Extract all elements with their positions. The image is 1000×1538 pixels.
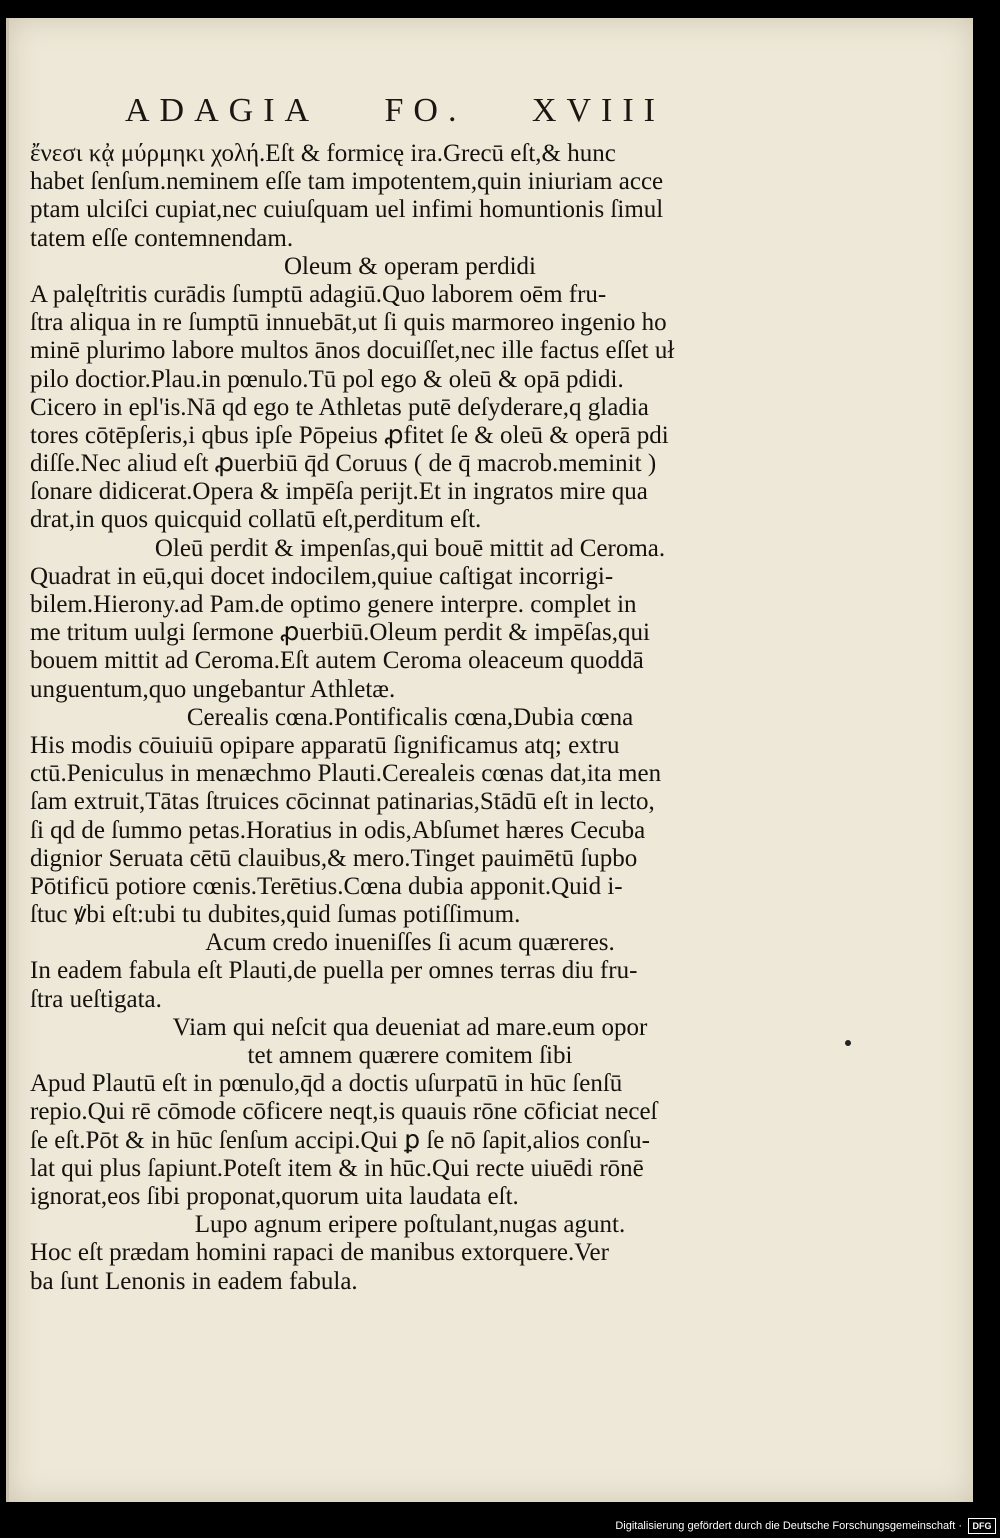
text-line: drat,in quos quicquid collatū eſt,perditum eſt. [30,506,482,534]
text-line: bilem.Hierony.ad Pam.de optimo genere interpre. complet in [30,591,637,618]
text-line: ptam ulciſci cupiat,nec cuiuſquam uel infimi homuntionis ſimul [30,196,664,224]
text-line: ſi qd de ſummo petas.Horatius in odis,Abſumet hæres Cecuba [30,816,646,844]
adage-heading: Viam qui neſcit qua deueniat ad mare.eum opor [172,1013,648,1041]
adage-heading: Oleū perdit & impenſas,qui bouē mittit ad Ceroma. [154,534,666,562]
footer-credit-text: Digitalisierung gefördert durch die Deutsche Forschungsgemeinschaft · [615,1520,962,1532]
text-line: Pōtificū potiore cœnis.Terētius.Cœna dubia apponit.Quid i- [30,872,623,900]
adage-heading: Lupo agnum eripere poſtulant,nugas agunt. [194,1211,626,1239]
text-line: pilo doctior.Plau.in pœnulo.Tū pol ego & oleū & opā pdidi. [30,365,624,393]
dfg-logo: DFG [968,1518,996,1534]
text-line: ſe eſt.Pōt & in hūc ſenſum accipi.Qui ꝑ ſe nō ſapit,alios conſu- [30,1126,650,1154]
adage-heading: Acum credo inueniſſes ſi acum quæreres. [205,929,615,957]
footer-credit [615,1514,1000,1538]
text-line: ba ſunt Lenonis in eadem fabula. [30,1267,358,1295]
text-line: ſonare didicerat.Opera & impēſa perijt.Et in ingratos mire qua [30,478,648,506]
header-folio-number: XVIII [531,92,665,129]
header-folio-label: FO. [384,92,467,129]
text-line: habet ſenſum.neminem eſſe tam impotentem,quin iniuriam acce [30,168,664,196]
text-line: Cicero in epl'is.Nā qd ego te Athletas putē deſyderare,q gladia [30,393,649,421]
text-line: diſſe.Nec aliud eſt ꝓuerbiū q̄d Coruus ( de q̄ macrob.meminit ) [30,450,657,478]
text-line: bouem mittit ad Ceroma.Eſt autem Ceroma oleaceum quoddā [30,647,644,675]
text-line: ſtuc ꝟbi eſt:ubi tu dubites,quid ſumas potiſſimum. [30,901,521,929]
text-line: ſam extruit,Tātas ſtruices cōcinnat patinarias,Stādū eſt in lecto, [30,788,655,816]
text-line: ſtra ueſtigata. [30,985,162,1013]
ink-speck [845,1040,851,1046]
text-line: me tritum uulgi ſermone ꝓuerbiū.Oleum perdit & impēſas,qui [30,619,650,647]
text-line: repio.Qui rē cōmode cōficere neqt,is quauis rōne cōficiat neceſ [30,1098,658,1126]
text-line: In eadem fabula eſt Plauti,de puella per omnes terras diu fru- [30,957,638,985]
text-line: Hoc eſt prædam homini rapaci de manibus extorquere.Ver [30,1239,609,1267]
text-line: unguentum,quo ungebantur Athletæ. [30,675,396,703]
text-line: Apud Plautū eſt in pœnulo,q̄d a doctis uſurpatū in hūc ſenſū [30,1070,623,1098]
running-header [125,92,665,130]
text-line: tatem eſſe contemnendam. [30,224,294,252]
text-line: ſtra aliqua in re ſumptū innuebāt,ut ſi quis marmoreo ingenio ho [30,309,667,337]
text-line: ignorat,eos ſibi proponat,quorum uita laudata eſt. [30,1182,519,1210]
text-line: ctū.Peniculus in menæchmo Plauti.Cerealeis cœnas dat,ita men [30,760,662,788]
adage-heading: tet amnem quærere comitem ſibi [247,1042,573,1069]
text-line: A palęſtritis curādis ſumptū adagiū.Quo laborem oēm fru- [30,280,607,308]
text-line: minē plurimo labore multos ānos docuiſſet,nec ille factus eſſet uł [30,337,675,365]
text-line: ἔνεσι κᾀ μύρμηκι χολή.Eſt & formicę ira.Grecū eſt,& hunc [30,140,616,167]
text-line: dignior Seruata cētū clauibus,& mero.Tinget pauimētū ſupbo [30,844,638,872]
adage-heading: Cerealis cœna.Pontificalis cœna,Dubia cœna [186,703,634,731]
body-text [30,140,790,1296]
header-title: ADAGIA [125,92,320,129]
adage-heading: Oleum & operam perdidi [283,252,536,280]
text-line: His modis cōuiuiū opipare apparatū ſignificamus atq; extru [30,731,620,759]
text-line: lat qui plus ſapiunt.Poteſt item & in hūc.Qui recte uiuēdi rōnē [30,1154,644,1182]
text-line: Quadrat in eū,qui docet indocilem,quiue caſtigat incorrigi- [30,562,614,590]
text-line: tores cōtēpſeris,i qbus ipſe Pōpeius ꝓfitet ſe & oleū & operā pdi [30,421,669,449]
